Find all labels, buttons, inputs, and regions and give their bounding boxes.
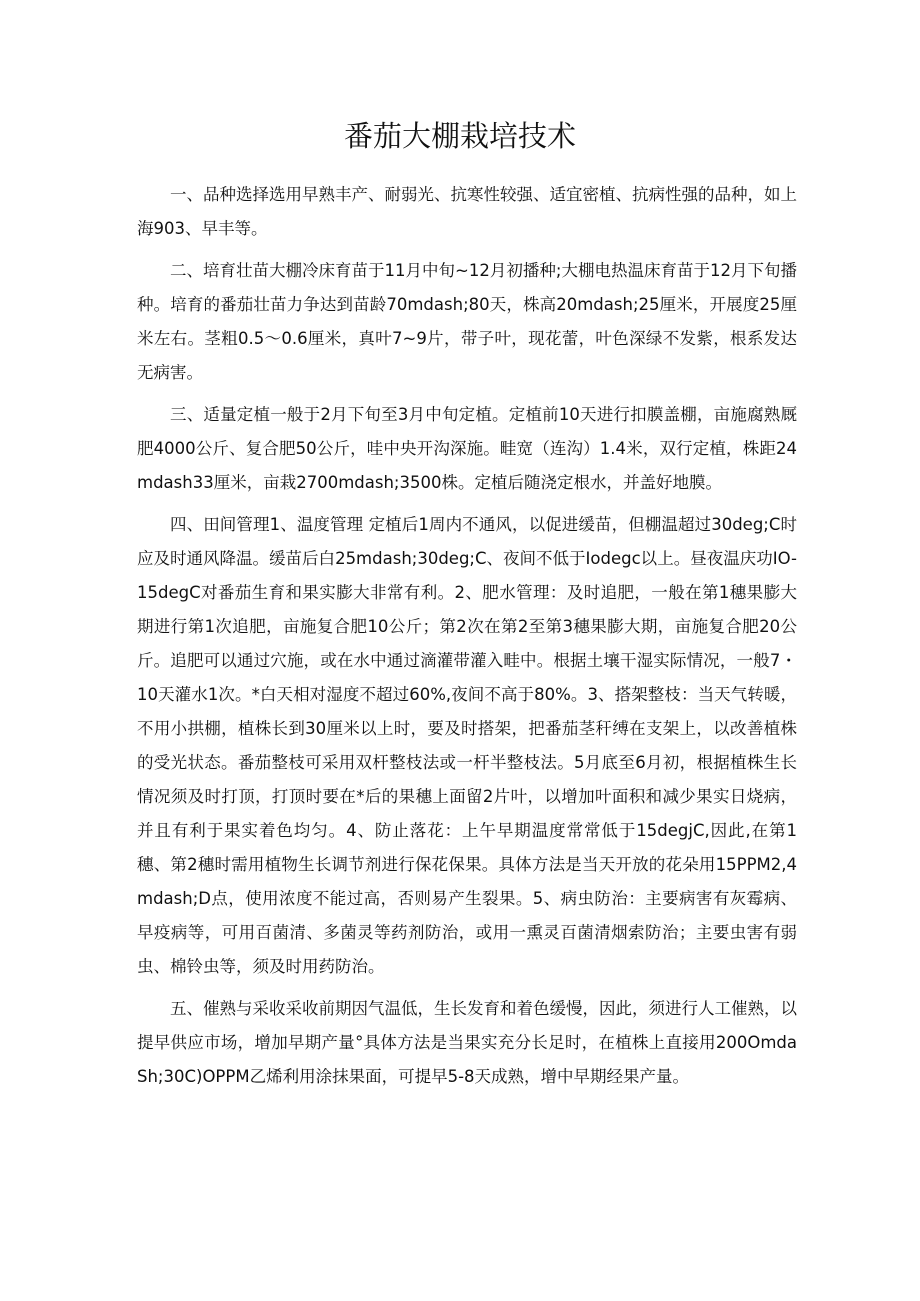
paragraph-seedling-cultivation: 二、培育壮苗大棚冷床育苗于11月中旬~12月初播种;大棚电热温床育苗于12月下旬播种。培育的番茄壮苗力争达到苗龄70mdash;80天，株高20mdash;25厘米，开展度25厘米左右。茎粗0.5～0.6厘米，真叶7~9片，带子叶，现花蕾，叶色深绿不发紫，根系发达无病害。 [137, 261, 797, 382]
paragraph-ripening-harvest: 五、催熟与采收采收前期因气温低，生长发育和着色缓慢，因此，须进行人工催熟，以提早供应市场，增加早期产量°具体方法是当果实充分长足时，在植株上直接用200OmdaSh;30C)OPPM乙烯利用涂抹果面，可提早5-8天成熟，增中早期经果产量。 [137, 999, 797, 1086]
paragraph-variety-selection: 一、品种选择选用早熟丰产、耐弱光、抗寒性较强、适宜密植、抗病性强的品种，如上海903、早丰等。 [137, 185, 797, 238]
paragraph-planting: 三、适量定植一般于2月下旬至3月中旬定植。定植前10天进行扣膜盖棚，亩施腐熟厩肥4000公斤、复合肥50公斤，哇中央开沟深施。畦宽（连沟）1.4米，双行定植，株距24mdash33厘米，亩栽2700mdash;3500株。定植后随浇定根水，并盖好地膜。 [137, 405, 797, 492]
document-title: 番茄大棚栽培技术 [343, 119, 576, 153]
paragraph-field-management: 四、田间管理1、温度管理 定植后1周内不通风，以促进缓苗，但棚温超过30deg;C时应及时通风降温。缓苗后白25mdash;30deg;C、夜间不低于Iodegc以上。昼夜温庆功IO-15degC对番茄生育和果实膨大非常有利。2、肥水管理：及时追肥，一般在第1穗果膨大期进行第1次追肥，亩施复合肥10公斤；第2次在第2至第3穗果膨大期，亩施复合肥20公斤。追肥可以通过穴施，或在水中通过滴灌带灌入畦中。根据土壤干湿实际情况，一般7・10天灌水1次。*白天相对湿度不超过60%,夜间不高于80%。3、搭架整枝：当天气转暖，不用小拱棚，植株长到30厘米以上时，要及时搭架，把番茄茎秆缚在支架上，以改善植株的受光状态。番茄整枝可采用双杆整枝法或一杆半整枝法。5月底至6月初，根据植株生长情况须及时打顶，打顶时要在*后的果穗上面留2片叶，以增加叶面积和减少果实日烧病，并且有利于果实着色均匀。4、防止落花：上午早期温度常常低于15degjC,因此,在第1穗、第2穗时需用植物生长调节剂进行保花保果。具体方法是当天开放的花朵用15PPM2,4mdash;D点，使用浓度不能过高，否则易产生裂果。5、病虫防治：主要病害有灰霉病、早疫病等，可用百菌清、多菌灵等药剂防治，或用一熏灵百菌清烟索防治；主要虫害有弱虫、棉铃虫等，须及时用药防治。 [137, 515, 797, 976]
document-body [137, 178, 797, 1102]
